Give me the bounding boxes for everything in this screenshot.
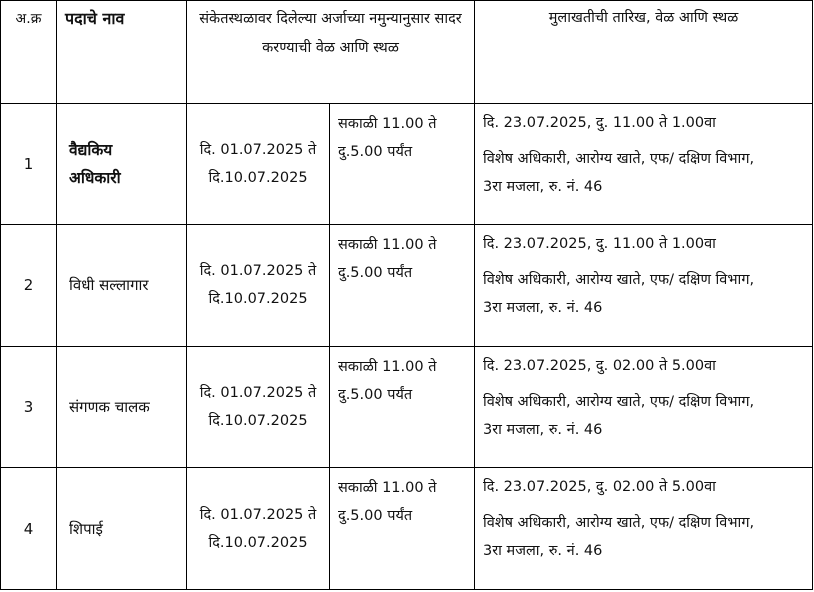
period-from: दि. 01.07.2025 ते xyxy=(199,385,317,402)
period-cell xyxy=(187,346,330,468)
time-text xyxy=(330,104,474,166)
interview-place-line1: विशेष अधिकारी, आरोग्य खाते, एफ/ दक्षिण विभाग, xyxy=(483,150,755,167)
interview-cell xyxy=(475,346,813,468)
table-row xyxy=(1,103,813,225)
interview-date: दि. 23.07.2025, दु. 11.00 ते 1.00वा xyxy=(483,236,716,253)
time-to: दु.5.00 पर्यंत xyxy=(338,265,413,282)
table-row xyxy=(1,468,813,590)
interview-date: दि. 23.07.2025, दु. 02.00 ते 5.00वा xyxy=(483,479,716,496)
time-text xyxy=(330,468,474,530)
period-text xyxy=(187,136,329,192)
time-to: दु.5.00 पर्यंत xyxy=(338,508,413,525)
sr-cell xyxy=(1,103,57,225)
header-submission-time-label: संकेतस्थळावर दिलेल्या अर्जाच्या नमुन्यानुसार सादर करण्याची वेळ आणि स्थळ xyxy=(199,11,462,56)
period-to: दि.10.07.2025 xyxy=(208,534,308,551)
time-cell xyxy=(330,346,475,468)
time-cell xyxy=(330,225,475,347)
header-submission-time xyxy=(187,1,475,104)
interview-text xyxy=(475,104,812,201)
interview-date: दि. 23.07.2025, दु. 02.00 ते 5.00वा xyxy=(483,357,716,374)
sr-cell xyxy=(1,225,57,347)
table-row xyxy=(1,225,813,347)
post-cell xyxy=(57,468,187,590)
period-to: दि.10.07.2025 xyxy=(208,413,308,430)
period-cell xyxy=(187,103,330,225)
period-text xyxy=(187,379,329,435)
post-name: विधी सल्लागार xyxy=(69,276,149,295)
time-from: सकाळी 11.00 ते xyxy=(338,237,437,254)
interview-place-line2: 3रा मजला, रु. नं. 46 xyxy=(483,543,603,560)
sr-number: 2 xyxy=(23,276,34,295)
post-cell xyxy=(57,103,187,225)
time-text xyxy=(330,347,474,409)
period-from: दि. 01.07.2025 ते xyxy=(199,263,317,280)
sr-number: 4 xyxy=(23,519,34,538)
time-from: सकाळी 11.00 ते xyxy=(338,358,437,375)
period-to: दि.10.07.2025 xyxy=(208,291,308,308)
period-text xyxy=(187,257,329,313)
post-name: वैद्यकिय अधिकारी xyxy=(69,140,121,187)
header-sr-no xyxy=(1,1,57,104)
time-cell xyxy=(330,103,475,225)
period-from: दि. 01.07.2025 ते xyxy=(199,141,317,158)
interview-cell xyxy=(475,103,813,225)
time-to: दु.5.00 पर्यंत xyxy=(338,386,413,403)
interview-place-line1: विशेष अधिकारी, आरोग्य खाते, एफ/ दक्षिण विभाग, xyxy=(483,272,755,289)
table-row xyxy=(1,346,813,468)
interview-text xyxy=(475,468,812,565)
sr-cell xyxy=(1,346,57,468)
interview-text xyxy=(475,225,812,322)
time-to: दु.5.00 पर्यंत xyxy=(338,143,413,160)
interview-place-line1: विशेष अधिकारी, आरोग्य खाते, एफ/ दक्षिण विभाग, xyxy=(483,515,755,532)
interview-place-line2: 3रा मजला, रु. नं. 46 xyxy=(483,421,603,438)
interview-date: दि. 23.07.2025, दु. 11.00 ते 1.00वा xyxy=(483,114,716,131)
header-interview-details-label: मुलाखतीची तारिख, वेळ आणि स्थळ xyxy=(548,10,739,26)
header-post-name-label: पदाचे नाव xyxy=(65,9,125,28)
time-from: सकाळी 11.00 ते xyxy=(338,115,437,132)
interview-place-line1: विशेष अधिकारी, आरोग्य खाते, एफ/ दक्षिण विभाग, xyxy=(483,393,755,410)
interview-place-line2: 3रा मजला, रु. नं. 46 xyxy=(483,178,603,195)
time-from: सकाळी 11.00 ते xyxy=(338,480,437,497)
period-from: दि. 01.07.2025 ते xyxy=(199,506,317,523)
interview-cell xyxy=(475,225,813,347)
sr-number: 3 xyxy=(23,398,34,417)
time-cell xyxy=(330,468,475,590)
period-cell xyxy=(187,225,330,347)
interview-place-line2: 3रा मजला, रु. नं. 46 xyxy=(483,300,603,317)
post-cell xyxy=(57,225,187,347)
header-sr-no-label: अ.क्र xyxy=(15,11,42,27)
period-to: दि.10.07.2025 xyxy=(208,169,308,186)
period-text xyxy=(187,501,329,557)
table-header-row xyxy=(1,1,813,104)
post-name: संगणक चालक xyxy=(69,398,150,417)
time-text xyxy=(330,225,474,287)
interview-cell xyxy=(475,468,813,590)
sr-number: 1 xyxy=(23,154,34,173)
header-post-name xyxy=(57,1,187,104)
post-name: शिपाई xyxy=(69,519,103,538)
header-interview-details xyxy=(475,1,813,104)
interview-text xyxy=(475,347,812,444)
period-cell xyxy=(187,468,330,590)
sr-cell xyxy=(1,468,57,590)
post-cell xyxy=(57,346,187,468)
